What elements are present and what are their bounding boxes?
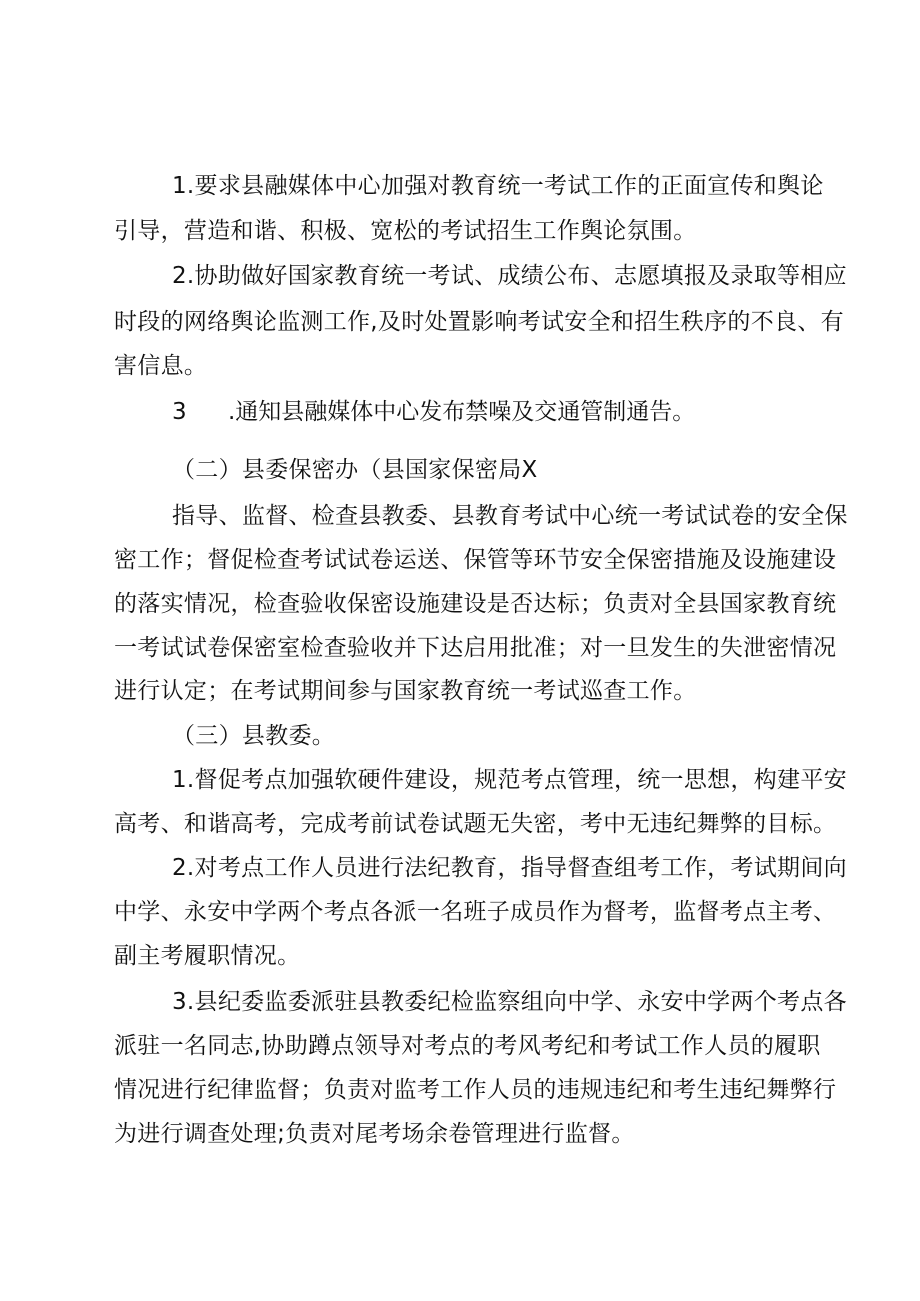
section-2-line-1: 指导、监督、检查县教委、县教育考试中心统一考试试卷的安全保	[172, 503, 848, 529]
paragraph-2-line-2: 时段的网络舆论监测工作,及时处置影响考试安全和招生秩序的不良、有	[114, 309, 844, 335]
paragraph-1-line-1: 1.要求县融媒体中心加强对教育统一考试工作的正面宣传和舆论	[172, 173, 824, 199]
section-3-item-1-line-2: 高考、和谐高考，完成考前试卷试题无失密，考中无违纪舞弊的目标。	[114, 811, 837, 837]
section-heading-3: （三）县教委。	[172, 723, 336, 749]
section-3-item-2-line-2: 中学、永安中学两个考点各派一名班子成员作为督考，监督考点主考、	[114, 899, 837, 925]
section-3-item-3-line-4: 为进行调查处理;负责对尾考场余卷管理进行监督。	[114, 1121, 635, 1147]
section-3-item-3-line-1: 3.县纪委监委派驻县教委纪检监察组向中学、永安中学两个考点各	[172, 989, 847, 1015]
section-3-item-3-line-2: 派驻一名同志,协助蹲点领导对考点的考风考纪和考试工作人员的履职	[114, 1033, 821, 1059]
section-2-line-3: 的落实情况，检查验收保密设施建设是否达标；负责对全县国家教育统	[114, 591, 837, 617]
section-2-line-4: 一考试试卷保密室检查验收并下达启用批准；对一旦发生的失泄密情况	[114, 635, 837, 661]
section-3-item-3-line-3: 情况进行纪律监督；负责对监考工作人员的违规违纪和考生违纪舞弊行	[114, 1077, 837, 1103]
paragraph-2-line-1: 2.协助做好国家教育统一考试、成绩公布、志愿填报及录取等相应	[172, 263, 847, 289]
paragraph-1-line-2: 引导，营造和谐、积极、宽松的考试招生工作舆论氛围。	[114, 218, 697, 244]
paragraph-3-number: 3	[172, 399, 187, 425]
section-heading-2: （二）县委保密办（县国家保密局X	[172, 457, 538, 483]
section-3-item-2-line-3: 副主考履职情况。	[114, 943, 301, 969]
section-2-line-5: 进行认定；在考试期间参与国家教育统一考试巡查工作。	[114, 678, 697, 704]
section-3-item-1-line-1: 1.督促考点加强软硬件建设，规范考点管理，统一思想，构建平安	[172, 767, 847, 793]
section-3-item-2-line-1: 2.对考点工作人员进行法纪教育，指导督查组考工作，考试期间向	[172, 855, 847, 881]
section-2-line-2: 密工作；督促检查考试试卷运送、保管等环节安全保密措施及设施建设	[114, 547, 837, 573]
paragraph-2-line-3: 害信息。	[114, 353, 208, 379]
paragraph-3-text: .通知县融媒体中心发布禁噪及交通管制通告。	[228, 399, 696, 425]
